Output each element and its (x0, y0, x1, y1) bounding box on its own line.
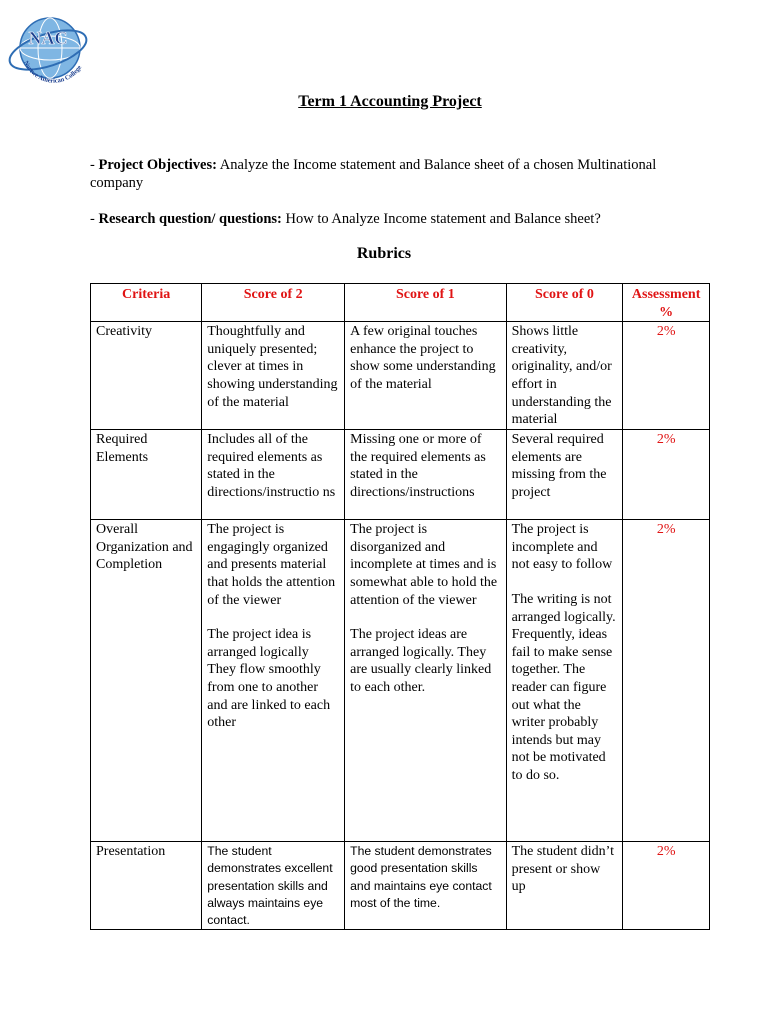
score-1-cell: The student demonstrates good presentation skills and maintains eye contact most of the time. (345, 842, 506, 930)
score-0-text-b: The writing is not arranged logically. Frequently, ideas fail to make sense together. The reader can figure out what the writer probably intends but may not be motivated to do so. (511, 591, 616, 783)
header-score-0: Score of 0 (506, 284, 623, 322)
rubric-table (90, 283, 710, 930)
college-logo (6, 10, 92, 92)
score-1-text-a: The project is disorganized and incomplete at times and is somewhat able to hold the attention of the viewer (350, 522, 498, 608)
score-2-cell: Includes all of the required elements as stated in the directions/instructio ns (202, 430, 345, 520)
score-2-cell: The student demonstrates excellent presentation skills and always maintains eye contact. (202, 842, 345, 930)
score-1-cell: A few original touches enhance the project to show some understanding of the material (345, 322, 506, 430)
score-2-cell: Thoughtfully and uniquely presented; clever at times in showing understanding of the material (202, 322, 345, 430)
score-2-cell (202, 520, 345, 842)
score-0-text-a: The project is incomplete and not easy to follow (511, 522, 613, 573)
logo-text: NAC (28, 28, 68, 48)
research-question: - Research question/ questions: How to Analyze Income statement and Balance sheet? (90, 211, 601, 227)
score-0-cell: The student didn’t present or show up (506, 842, 623, 930)
criteria-cell: Creativity (91, 322, 202, 430)
score-1-text-b: The project ideas are arranged logically. They are usually clearly linked to each other. (350, 627, 492, 695)
score-2-text-a: The project is engagingly organized and presents material that holds the attention of the viewer (207, 522, 336, 608)
table-row (91, 842, 710, 930)
assessment-cell: 2% (623, 842, 710, 930)
score-1-cell: Missing one or more of the required elements as stated in the directions/instructions (345, 430, 506, 520)
criteria-cell: Required Elements (91, 430, 202, 520)
header-assessment: Assessment % (623, 284, 710, 322)
assessment-cell: 2% (623, 322, 710, 430)
score-1-cell (345, 520, 506, 842)
table-row (91, 430, 710, 520)
score-0-cell: Shows little creativity, originality, and/or effort in understanding the material (506, 322, 623, 430)
logo-ring-text: Nortwe American College (22, 59, 84, 85)
criteria-cell: Overall Organization and Completion (91, 520, 202, 842)
header-score-2: Score of 2 (202, 284, 345, 322)
page-title: Term 1 Accounting Project (298, 93, 482, 110)
assessment-cell: 2% (623, 430, 710, 520)
score-0-cell: Several required elements are missing from the project (506, 430, 623, 520)
score-2-text-b: The project idea is arranged logically They flow smoothly from one to another and are linked to each other (207, 627, 331, 731)
criteria-cell: Presentation (91, 842, 202, 930)
table-header-row (91, 284, 710, 322)
assessment-cell: 2% (623, 520, 710, 842)
header-criteria: Criteria (91, 284, 202, 322)
header-score-1: Score of 1 (345, 284, 506, 322)
table-row (91, 322, 710, 430)
project-objectives: - Project Objectives: Analyze the Income statement and Balance sheet of a chosen Multinational company (90, 157, 657, 191)
score-0-cell (506, 520, 623, 842)
rubrics-heading: Rubrics (356, 245, 412, 262)
table-row (91, 520, 710, 842)
